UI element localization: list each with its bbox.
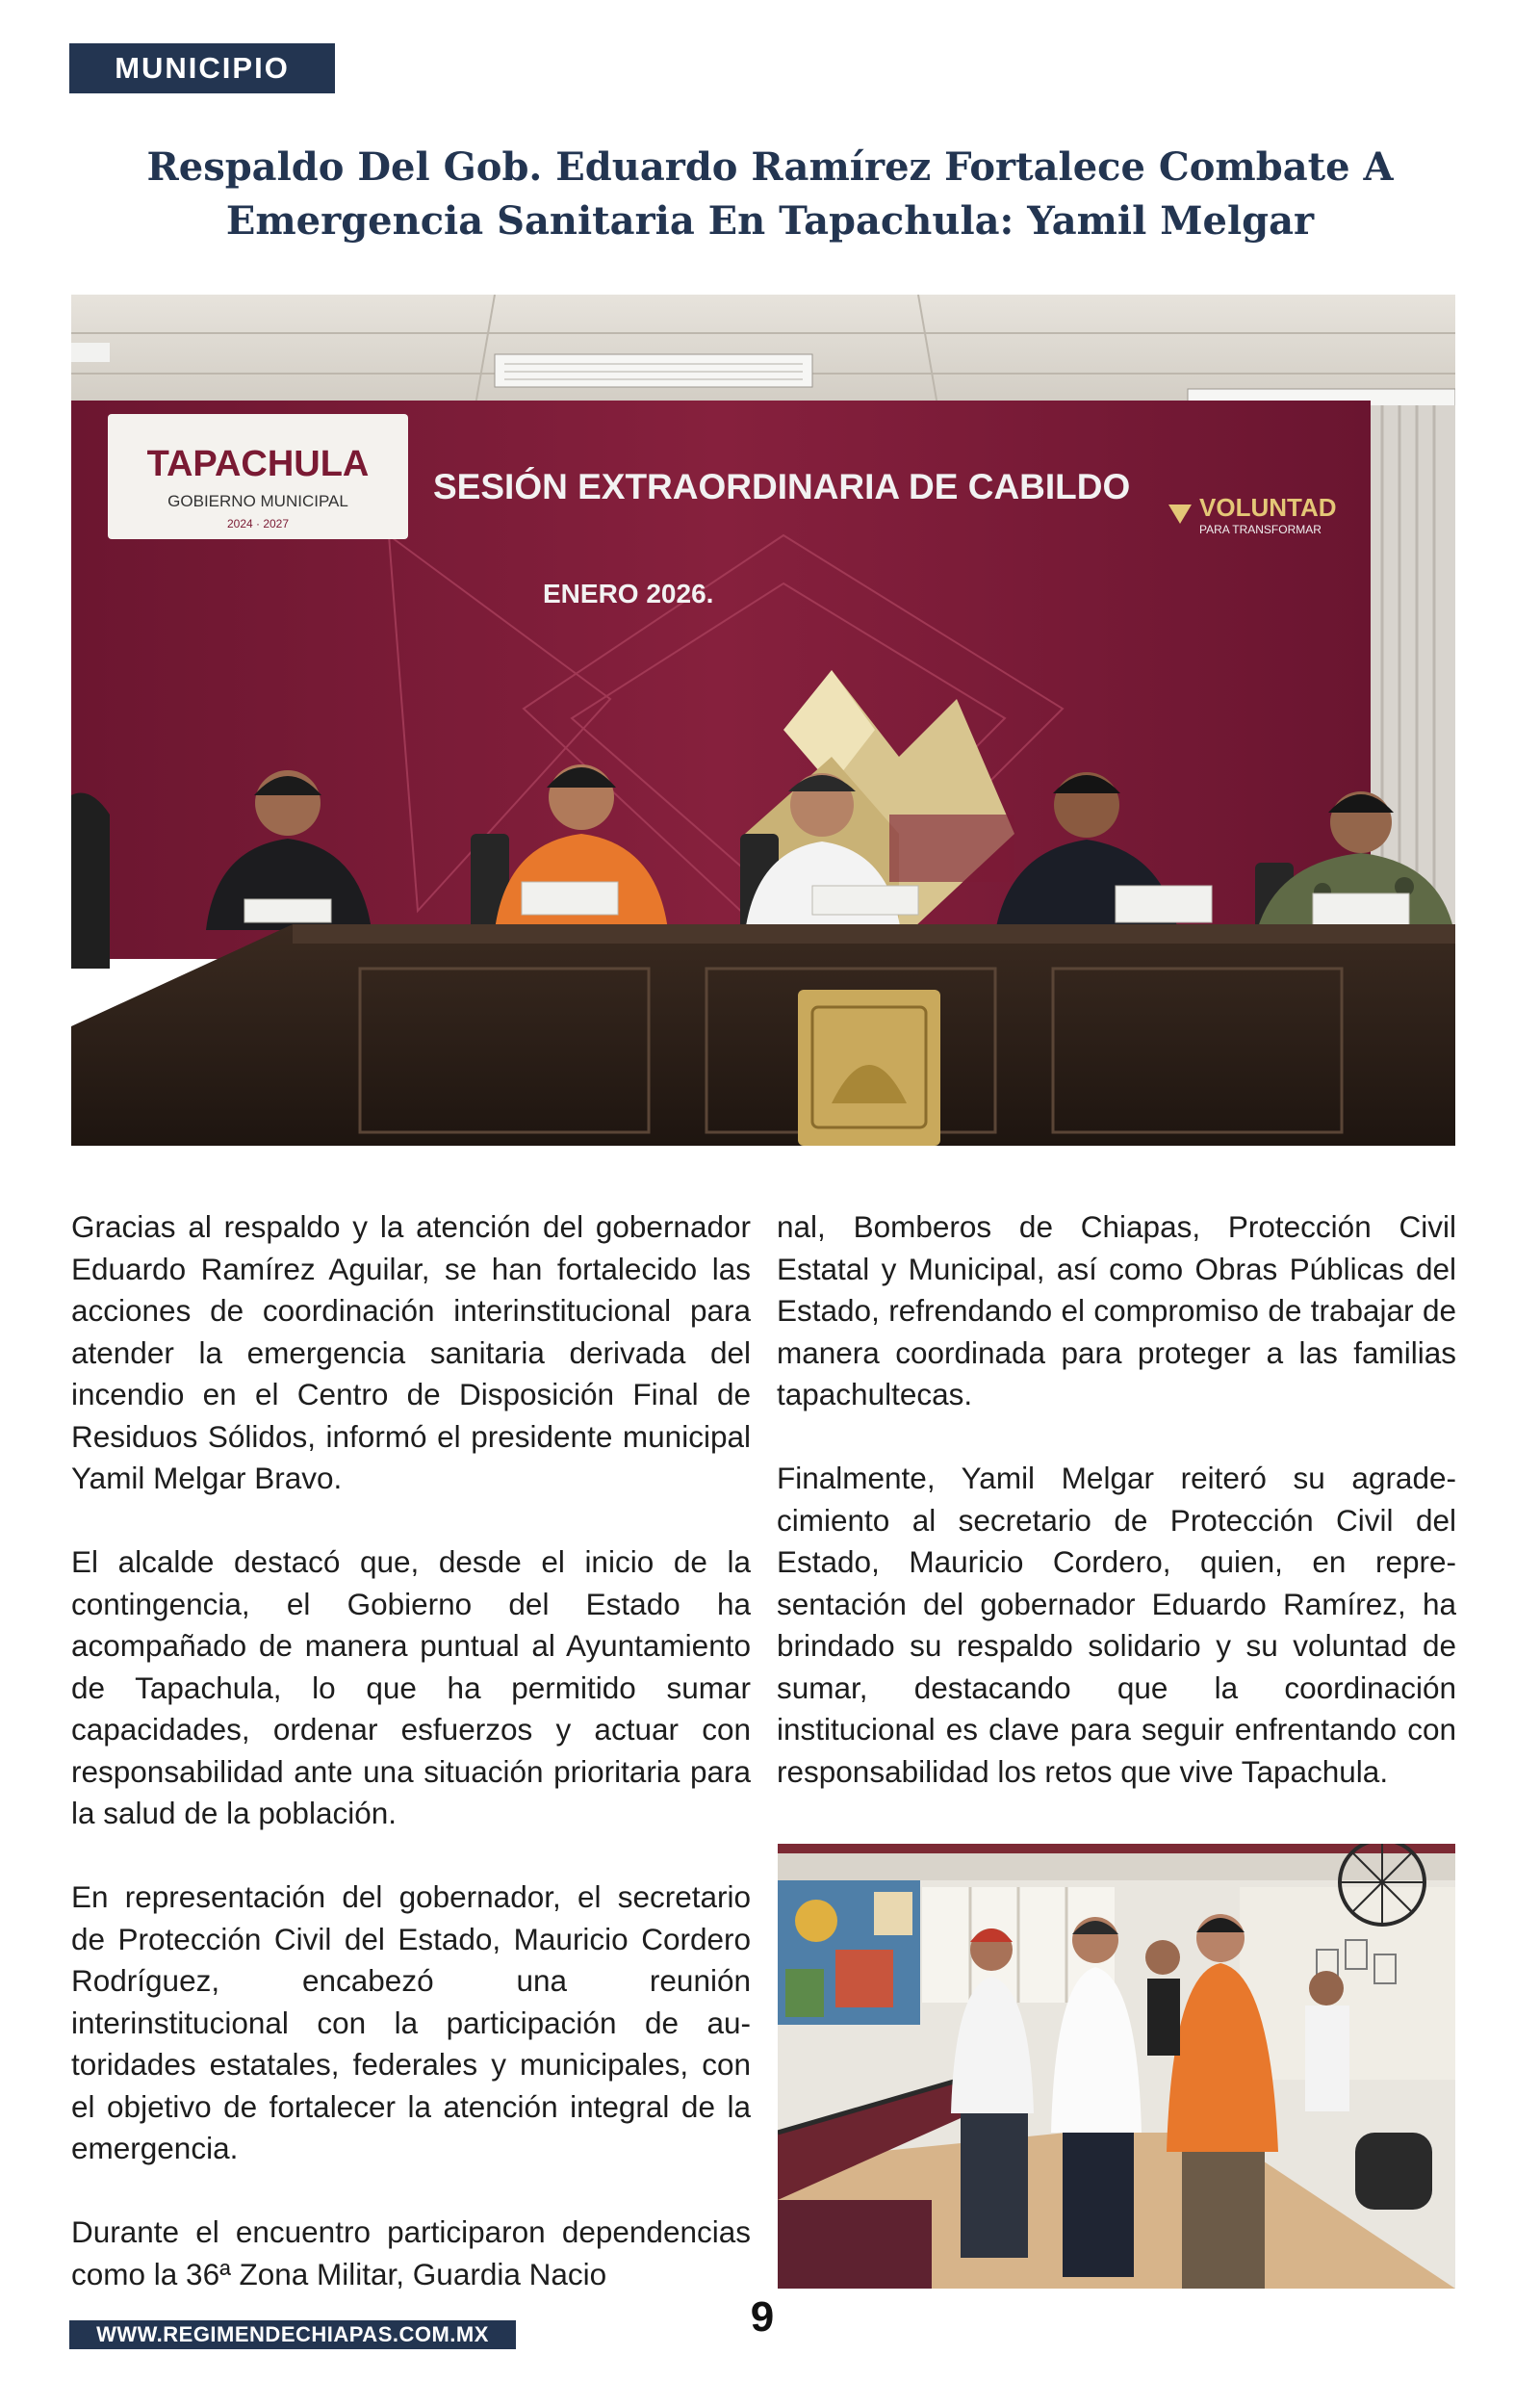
logo-years-text: 2024 · 2027 xyxy=(226,517,290,531)
secondary-photo xyxy=(778,1844,1455,2289)
slogan-main-text: VOLUNTAD xyxy=(1199,493,1337,522)
body-paragraph: El alcalde destacó que, desde el inicio de la contingencia, el Gobierno del Estado ha acompañado de manera puntual al Ayuntamiento de Tapachula, lo que ha permitido sumar capacidades, ordenar esfuerzos y actuar con responsabilidad ante una situación prioritaria para la salud de la población. xyxy=(71,1544,751,1830)
body-right-column xyxy=(777,1206,1456,1835)
banner-date-text: ENERO 2026. xyxy=(543,579,714,608)
logo-sub-text: GOBIERNO MUNICIPAL xyxy=(167,492,348,510)
banner-title-text: SESIÓN EXTRAORDINARIA DE CABILDO xyxy=(433,467,1131,506)
logo-city-text: TAPACHULA xyxy=(146,444,370,484)
page-number: 9 xyxy=(750,2293,775,2341)
section-tag: MUNICIPIO xyxy=(69,43,335,93)
body-left-column xyxy=(71,1206,751,2338)
body-paragraph: Gracias al respaldo y la atención del gobernador Eduardo Ramírez Aguilar, se han fortalecido las acciones de coordinación interinstitucional para atender la emergencia sanitaria derivada del incendio en el Centro de Disposición Final de Residuos Sólidos, informó el presidente municipal Yamil Melgar Bravo. xyxy=(71,1209,751,1495)
body-paragraph: En representación del gobernador, el secretario de Protección Civil del Estado, Mauricio Cordero Rodríguez, encabezó una reunión interinstitucional con la participación de autoridades estatales, federales y municipales, con el objetivo de fortalecer la atención integral de la emergencia. xyxy=(71,1879,751,2165)
body-paragraph: Finalmente, Yamil Melgar reiteró su agradecimiento al secretario de Protección Civil del Estado, Mauricio Cordero, quien, en representación del gobernador Eduardo Ramírez, ha brindado su respaldo solidario y su voluntad de sumar, destacando que la coordinación institucional es clave para seguir enfrentando con responsabilidad los retos que vive Tapachula. xyxy=(777,1461,1456,1789)
body-paragraph: Durante el encuentro participaron dependencias como la 36ª Zona Militar, Guardia Nacio xyxy=(71,2214,751,2291)
footer-url: WWW.REGIMENDECHIAPAS.COM.MX xyxy=(69,2320,516,2349)
headline: Respaldo Del Gob. Eduardo Ramírez Fortalece Combate A Emergencia Sanitaria En Tapachula: Yamil Melgar xyxy=(146,144,1394,244)
body-paragraph: nal, Bomberos de Chiapas, Protección Civil Estatal y Municipal, así como Obras Públicas del Estado, refrendando el compromiso de trabajar de manera coordinada para proteger a las familias tapachultecas. xyxy=(777,1209,1456,1411)
slogan-sub-text: PARA TRANSFORMAR xyxy=(1199,523,1322,536)
main-photo xyxy=(71,295,1455,1146)
